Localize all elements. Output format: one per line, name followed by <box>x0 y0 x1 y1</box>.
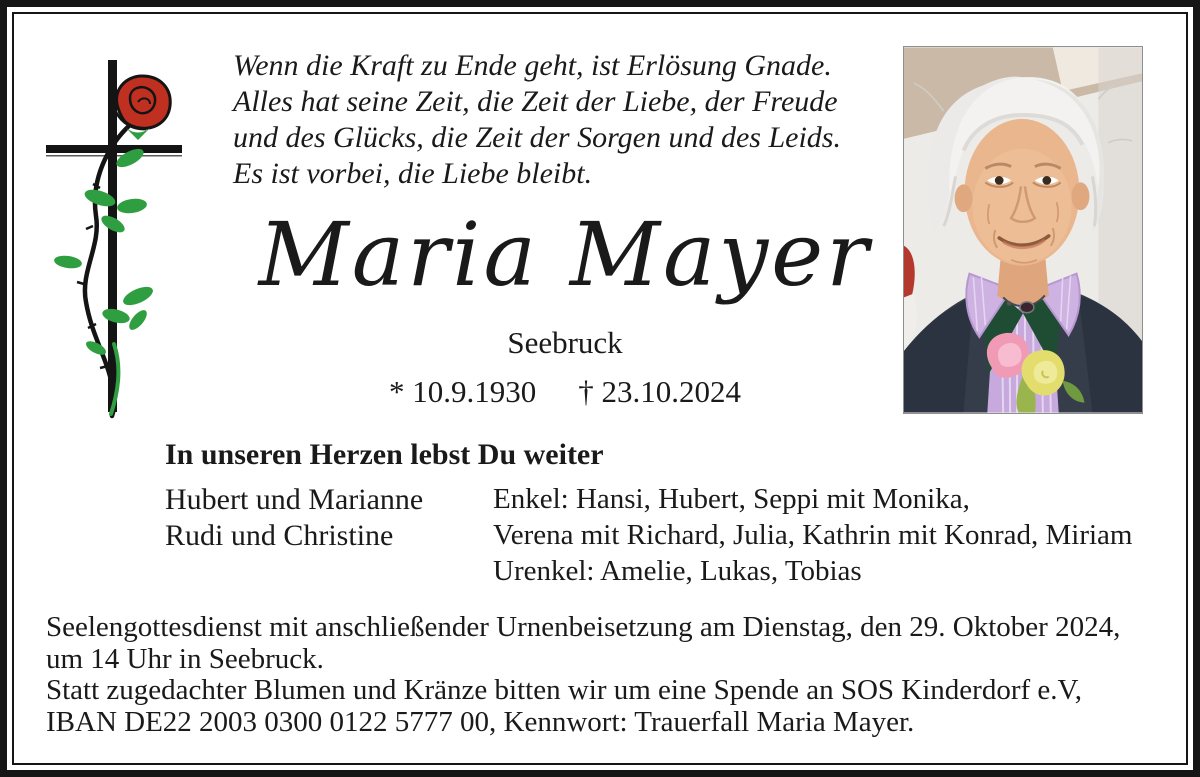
family-member-line: Enkel: Hansi, Hubert, Seppi mit Monika, <box>493 483 970 515</box>
notice-line: IBAN DE22 2003 0300 0122 5777 00, Kennwort: Trauerfall Maria Mayer. <box>46 705 915 738</box>
birth-date: * 10.9.1930 <box>389 374 537 409</box>
family-member-line: Rudi und Christine <box>165 519 394 552</box>
notice-line: um 14 Uhr in Seebruck. <box>46 642 324 675</box>
deceased-place: Seebruck <box>507 325 623 360</box>
family-member-line: Hubert und Marianne <box>165 483 424 516</box>
poem <box>233 48 893 192</box>
notice-line: Seelengottesdienst mit anschließender Urnenbeisetzung am Dienstag, den 29. Oktober 2024, <box>46 611 1121 643</box>
family-right-column <box>493 481 1132 589</box>
family-member-line: Urenkel: Amelie, Lukas, Tobias <box>493 555 862 587</box>
funeral-notice <box>46 612 1120 738</box>
deceased-name: Maria Mayer <box>258 203 872 306</box>
poem-line: und des Glücks, die Zeit der Sorgen und des Leids. <box>233 121 841 154</box>
death-date: † 23.10.2024 <box>578 374 741 409</box>
poem-line: Alles hat seine Zeit, die Zeit der Liebe, der Freude <box>233 85 838 118</box>
portrait-illustration <box>904 47 1142 413</box>
family-member-line: Verena mit Richard, Julia, Kathrin mit Konrad, Miriam <box>493 519 1133 551</box>
poem-line: Es ist vorbei, die Liebe bleibt. <box>233 157 593 190</box>
cross-with-rose-icon <box>38 48 190 430</box>
family-left-column <box>165 482 423 554</box>
family-heading: In unseren Herzen lebst Du weiter <box>165 438 604 471</box>
life-dates <box>190 374 940 410</box>
poem-line: Wenn die Kraft zu Ende geht, ist Erlösung Gnade. <box>233 49 832 82</box>
portrait-photo <box>903 46 1143 414</box>
notice-line: Statt zugedachter Blumen und Kränze bitten wir um eine Spende an SOS Kinderdorf e.V, <box>46 674 1082 706</box>
